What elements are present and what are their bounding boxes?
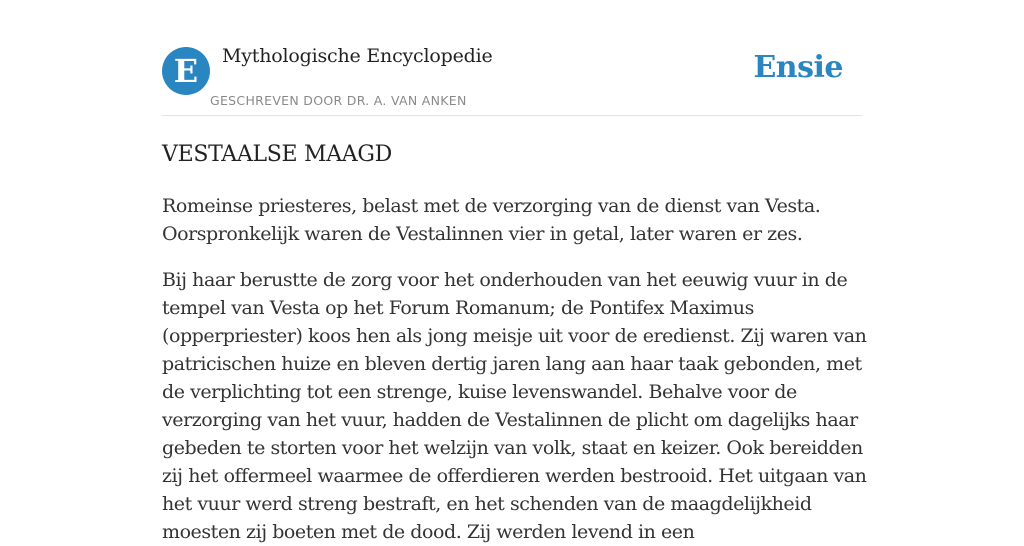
entry-content	[162, 138, 874, 546]
header	[162, 0, 862, 116]
entry-title: VESTAALSE MAAGD	[162, 142, 393, 167]
author-byline: GESCHREVEN DOOR DR. A. VAN ANKEN	[210, 93, 467, 108]
encyclopedia-logo-icon[interactable]: E	[162, 47, 210, 95]
entry-paragraph-2: Bij haar berustte de zorg voor het onderhouden van het eeuwig vuur in de tempel van Vesta op het Forum Romanum; de Pontifex Maximus (opperpriester) koos hen als jong meisje uit voor de eredienst. Zij waren van patricischen huize en bleven dertig jaren lang aan haar taak gebonden, met de verplichting tot een strenge, kuise levenswandel. Behalve voor de verzorging van het vuur, hadden de Vestalinnen de plicht om dagelijks haar gebeden te storten voor het welzijn van volk, staat en keizer. Ook bereidden zij het offermeel waarmee de offerdieren werden bestrooid. Het uitgaan van het vuur werd streng bestraft, en het schenden van de maagdelijkheid moesten zij boeten met de dood. Zij werden levend in een	[162, 269, 867, 543]
ensie-logo[interactable]: Ensie	[753, 50, 843, 85]
book-title[interactable]: Mythologische Encyclopedie	[222, 45, 493, 67]
header-divider	[162, 115, 862, 116]
entry-paragraph-1: Romeinse priesteres, belast met de verzorging van de dienst van Vesta. Oorspronkelijk waren de Vestalinnen vier in getal, later waren er zes.	[162, 195, 821, 245]
